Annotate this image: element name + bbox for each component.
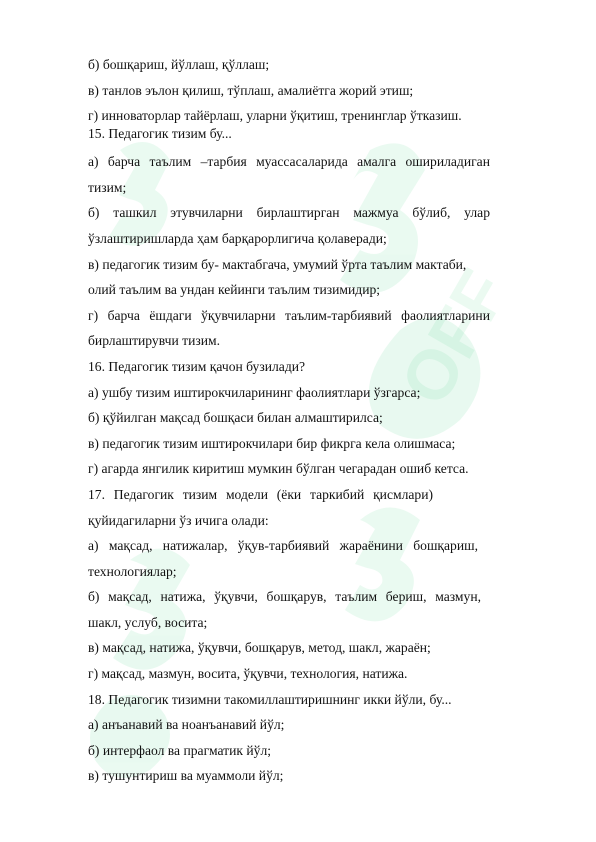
answer-17b: б) мақсад, натижа, ўқувчи, бошқарув, таълим бериш, мазмун,	[88, 589, 481, 605]
answer-17c: в) мақсад, натижа, ўқувчи, бошқарув, метод, шакл, жараён;	[88, 640, 431, 656]
answer-18c: в) тушунтириш ва муаммоли йўл;	[88, 768, 284, 784]
answer-17b-cont: шакл, услуб, восита;	[88, 614, 208, 630]
answer-16b: б) қўйилган мақсад бошқаси билан алмаштирилса;	[88, 410, 383, 426]
answer-16d: г) агарда янгилик киритиш мумкин бўлган чегарадан ошиб кетса.	[88, 461, 469, 477]
answer-18b: б) интерфаол ва прагматик йўл;	[88, 742, 272, 758]
answer-16c: в) педагогик тизим иштирокчилари бир фикрга кела олишмаса;	[88, 435, 456, 451]
answer-17a-cont: технологиялар;	[88, 563, 177, 579]
question-16: 16. Педагогик тизим қачон бузилади?	[88, 358, 306, 374]
answer-15c: в) педагогик тизим бу- мактабгача, умумий ўрта таълим мактаби,	[88, 256, 467, 272]
answer-17d: г) мақсад, мазмун, восита, ўқувчи, технология, натижа.	[88, 666, 408, 682]
answer-17a: а) мақсад, натижалар, ўқув-тарбиявий жараёнини бошқариш,	[88, 538, 478, 554]
answer-15b: б) ташкил этувчиларни бирлаштирган мажмуа бўлиб, улар	[88, 205, 490, 221]
document-page	[88, 52, 490, 789]
answer-15c-cont: олий таълим ва ундан кейинги таълим тизимидир;	[88, 282, 381, 298]
answer-16a: а) ушбу тизим иштирокчиларининг фаолиятлари ўзгарса;	[88, 384, 421, 400]
answer-15d: г) барча ёшдаги ўқувчиларни таълим-тарбиявий фаолиятларини	[88, 307, 490, 323]
question-18: 18. Педагогик тизимни такомиллаштиришнинг икки йўли, бу...	[88, 691, 452, 707]
svg-text:OFF: OFF	[385, 257, 523, 418]
answer-15b-cont: ўзлаштиришларда ҳам барқарорлигича қолаверади;	[88, 230, 387, 246]
answer-18a: а) анъанавий ва ноанъанавий йўл;	[88, 717, 285, 733]
text-line-2: в) танлов эълон қилиш, тўплаш, амалиётга жорий этиш;	[88, 82, 414, 98]
question-17-cont: қуйидагиларни ўз ичига олади:	[88, 512, 269, 528]
answer-15a: а) барча таълим –тарбия муассасаларида амалга ошириладиган	[88, 154, 490, 170]
text-line-3: г) инноваторлар тайёрлаш, уларни ўқитиш, тренинглар ўтказиш.	[88, 108, 462, 124]
text-line-1: б) бошқариш, йўллаш, қўллаш;	[88, 57, 270, 72]
question-15: 15. Педагогик тизим бу...	[88, 126, 232, 142]
answer-15d-cont: бирлаштирувчи тизим.	[88, 333, 220, 349]
answer-15a-cont: тизим;	[88, 179, 127, 195]
question-17: 17. Педагогик тизим модели (ёки таркибий қисмлари)	[88, 486, 433, 502]
